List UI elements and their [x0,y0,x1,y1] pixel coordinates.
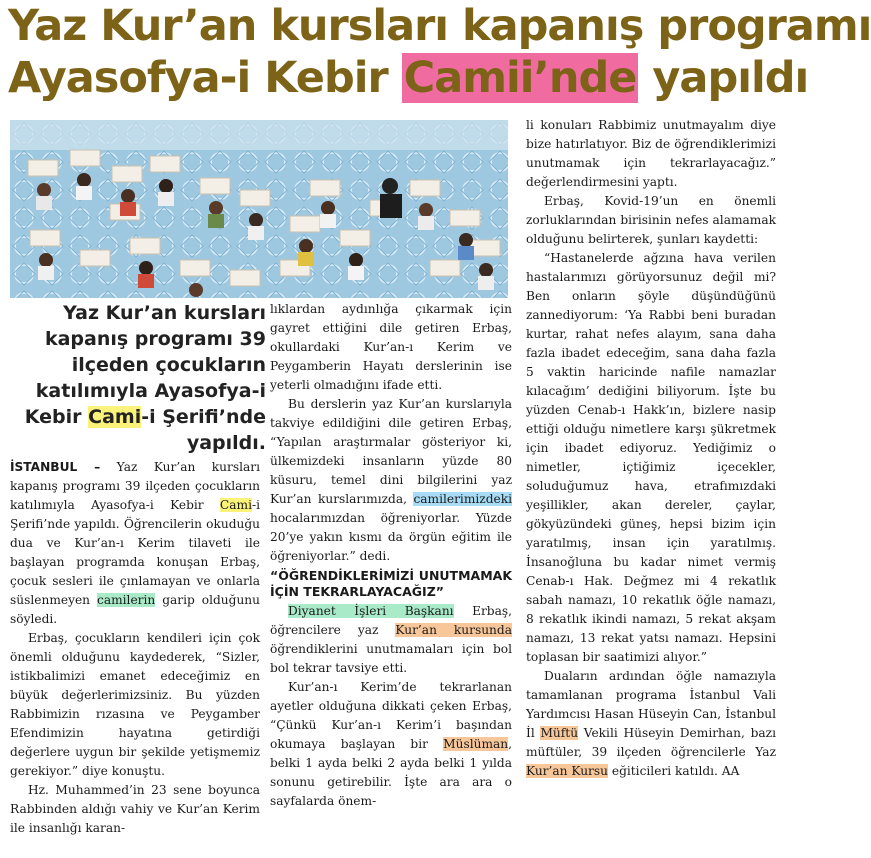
paragraph: lıklardan aydınlığa çıkarmak için gayret ettiğini dile getiren Erbaş, okullardaki Kur’an-ı Kerim ve Peygamberin Hayatı derslerinin ise yeterli olmadığını ifade etti. [270,302,512,392]
highlight-yellow: Cami [219,498,252,512]
lead-summary [10,300,266,456]
article-column-3 [526,116,776,781]
paragraph: “Hastanelerde ağzına hava verilen hastalarımızı görüyorsunuz değil mi? Ben onların şöyle düşündüğünü zannediyorum: ‘Ya Rabbi beni buradan kurtar, rahat nefes alayım, sana daha fazla ibadet edeceğim, sana daha fazla 5 vaktin haricinde nafile namazlar kılacağım’ dediğini biliyorum. İşte bu yüzden Cenab-ı Hakk’ın, bizlere nasip ettiği olduğu nimetlere karşı şükretmek için ibadet ediyoruz. Yediğimiz o nimetler, içtiğimiz içecekler, soluduğumuz hava, etrafımızdaki yeşillikler, akan dereler, çaylar, gökyüzündeki güneş, hepsi bizim için yaratılmış, insan için yaratılmış. İnsanoğluna bu kadar nimet vermiş Cenab-ı Hak. Değmez mi 4 rekatlık sabah namazı, 10 rekatlık öğle namazı, 8 rekatlık ikindi namazı, 5 rekat akşam namazı, 13 rekat yatsı namazı. Hepsini toplasan bir saatimizi alıyor.” [526,251,776,664]
paragraph [270,395,512,566]
headline-highlight: Camii’nde [403,53,637,103]
headline-line-1 [8,0,871,52]
paragraph: li konuları Rabbimiz unutmayalım diye bize hatırlatıyor. Biz de öğrendiklerimizi unutmamak için tekrarlayacağız.” değerlendirmesini yaptı. [526,118,776,189]
text: Duaların ardından öğle namazıyla tamamlanan programa İstanbul Vali Yardımcısı Hasan Hüseyin Can, İstanbul İl [526,669,776,740]
paragraph [270,678,512,811]
paragraph: Hz. Muhammed’in 23 sene boyunca Rabbinden aldığı vahiy ve Kur’an Kerim ile insanlığı karan- [10,783,260,835]
headline-text: Yaz Kur’an kursları kapanış programı [8,1,871,51]
lead-text: -i Şerifi’nde yapıldı. [141,406,266,454]
highlight-orange: Müftü [540,726,579,740]
article-column-1 [10,458,260,838]
headline-text: Ayasofya-i Kebir [8,53,402,103]
text: eğiticileri katıldı. AA [608,764,740,778]
headline-line-2 [8,52,809,104]
headline-text: yapıldı [638,53,809,103]
text: garip olduğunu söyledi. [10,593,260,626]
paragraph: Erbaş, çocukların kendileri için çok önemli olduğunu kaydederek, “Sizler, istikbalimizi emanet edeceğimiz en büyük değerlerimizsiniz. Bu yüzden Rabbimizin rızasına ve Peygamber Efendimizin hayatına getirdiği değerlere uygun bir şekilde yetişmemiz gerekiyor.” diye konuştu. [10,631,260,778]
news-photo [10,120,508,298]
text: Yaz Kur’an kursları kapanış programı 39 ilçeden çocukların katılımıyla Ayasofya-i Kebir [10,460,260,512]
subheading: “ÖĞRENDİKLERİMİZİ UNUTMAMAK İÇİN TEKRARLAYACAĞIZ” [270,568,512,599]
article-column-2 [270,300,512,811]
dateline: İSTANBUL – [10,460,101,474]
text: Kur’an-ı Kerim’de tekrarlanan ayetler olduğuna dikkati çeken Erbaş, “Çünkü Kur’an-ı Kerim’i başından okumaya başlayan bir [270,680,512,751]
paragraph [10,458,260,629]
text: Erbaş, öğrencilere yaz [270,604,513,637]
text: öğrendiklerini unutmamaları için bol bol tekrar tavsiye etti. [270,642,512,675]
text: hocalarımızdan öğreniyorlar. Yüzde 20’ye yakın kısmı da örgün eğitim ile öğreniyorlar.” dedi. [270,511,512,563]
text: , belki 1 ayda belki 2 ayda belki 1 yılda sonunu getirebilir. İşte ara ara o sayfalarda önem- [270,737,512,808]
text: -i Şerifi’nde yapıldı. Öğrencilerin okuduğu dua ve Kur’an-ı Kerim tilaveti ile başlayan programda konuşan Erbaş, çocuk sesleri ile çınlamayan ve onlarla süslenmeyen [10,498,260,607]
lead-text: Yaz Kur’an kursları kapanış programı 39 ilçeden çocukların katılımıyla Ayasofya-i Kebir [24,302,266,428]
highlight-green: Diyanet İşleri Başkanı [288,604,454,618]
highlight-orange: Kur’an Kursu [526,764,608,778]
highlight-orange: Müslüman [443,737,509,751]
text: Vekili Hüseyin Demirhan, bazı müftüler, 39 ilçeden öğrencilerle Yaz [526,726,776,759]
highlight-orange: Kur’an kursunda [395,623,512,637]
paragraph: Erbaş, Kovid-19’un en önemli zorluklarından birisinin nefes alamamak olduğunu belirterek, şunları kaydetti: [526,194,776,246]
highlight-blue: camilerimizdeki [413,492,512,506]
paragraph [526,667,776,781]
paragraph [270,602,512,678]
mosque-children-photo [10,120,508,298]
lead-highlight: Cami [88,406,142,428]
highlight-green: camilerin [97,593,156,607]
text: Bu derslerin yaz Kur’an kurslarıyla takviye edildiğini dile getiren Erbaş, “Yapılan araştırmalar gösteriyor ki, ülkemizdeki insanların yüzde 80 küsuru, temel dini bilgilerini yaz Kur’an kurslarımızda, [270,397,512,506]
